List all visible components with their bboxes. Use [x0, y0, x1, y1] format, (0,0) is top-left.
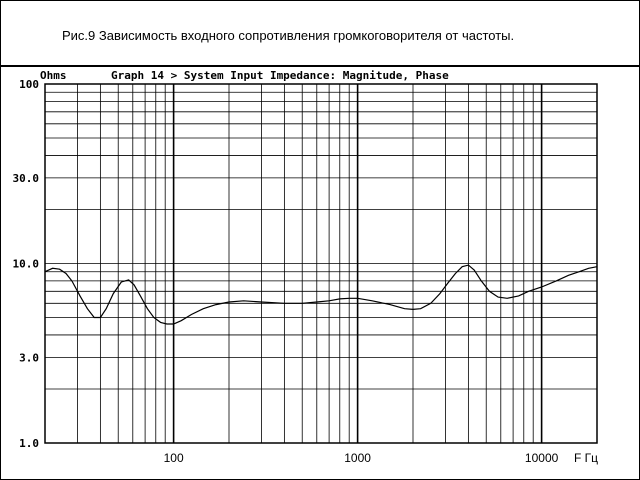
x-tick-labels	[164, 451, 559, 465]
impedance-magnitude-line	[45, 265, 597, 324]
y-tick-label: 100	[19, 78, 39, 91]
chart-grid	[45, 84, 597, 443]
y-tick-label: 30.0	[12, 171, 39, 185]
y-tick-labels	[13, 78, 40, 450]
y-tick-label: 1.0	[19, 437, 39, 450]
x-axis-label: F Гц	[574, 451, 599, 465]
y-axis-unit-label: Ohms	[40, 69, 67, 82]
x-tick-label: 1000	[344, 451, 371, 465]
x-tick-label: 10000	[524, 451, 559, 465]
y-tick-label: 3.0	[19, 351, 39, 365]
x-tick-label: 100	[163, 451, 184, 465]
chart-title: Graph 14 > System Input Impedance: Magnitude, Phase	[111, 69, 449, 82]
y-tick-label: 10.0	[12, 257, 39, 271]
figure-caption: Рис.9 Зависимость входного сопротивления громкоговорителя от частоты.	[62, 28, 515, 43]
